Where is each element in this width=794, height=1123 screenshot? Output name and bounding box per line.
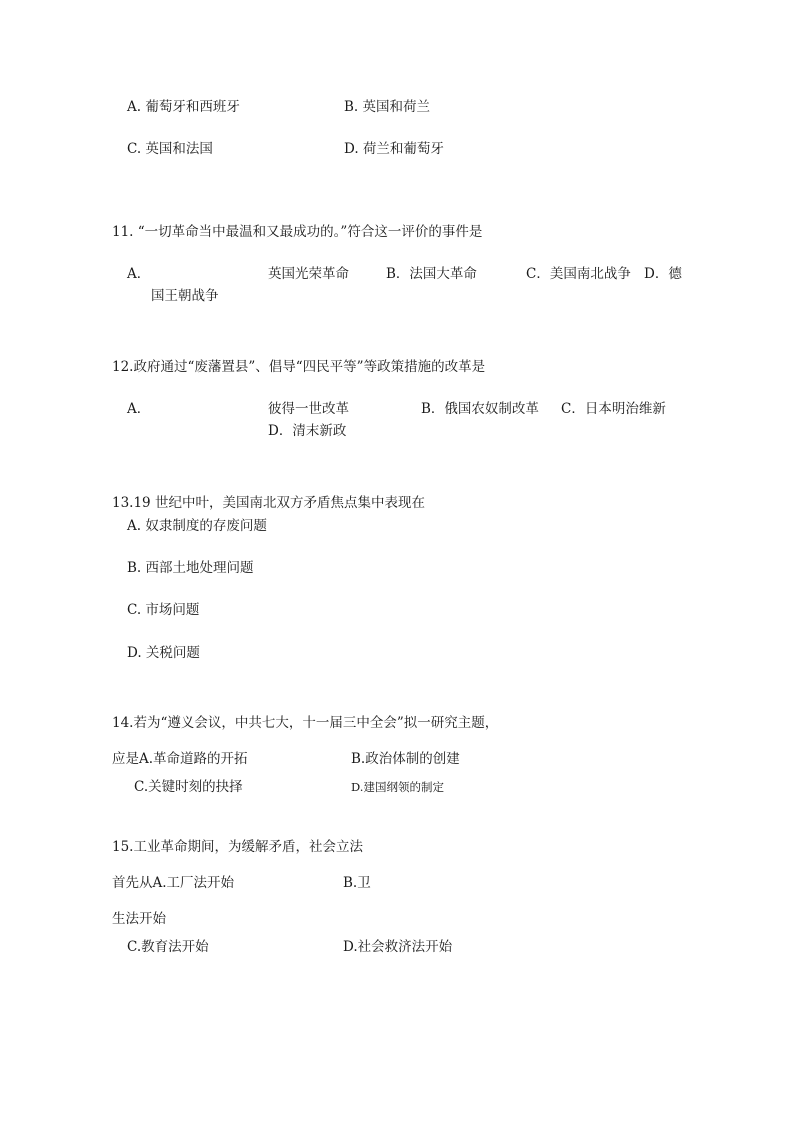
q10-option-a: A. 葡萄牙和西班牙 [127,99,240,115]
q11-option-c: C．美国南北战争 [526,266,631,282]
q15-option-a: 首先从A.工厂法开始 [112,875,235,891]
q11-stem: 11. “一切革命当中最温和又最成功的。”符合这一评价的事件是 [112,224,483,240]
q12-option-b: B．俄国农奴制改革 [421,401,539,417]
q12-option-a-text: 彼得一世改革 [268,401,349,417]
q14-option-d: D.建国纲领的制定 [351,780,444,794]
q12-option-d: D．清末新政 [268,423,347,439]
q15-option-d: D.社会救济法开始 [343,939,453,955]
q13-option-d: D. 关税问题 [127,645,200,661]
q14-stem: 14.若为“遵义会议，中共七大，十一届三中全会”拟一研究主题， [112,715,499,731]
q15-option-b-start: B.卫 [343,875,371,891]
q11-option-a-letter: A． [127,266,151,282]
q13-option-b: B. 西部土地处理问题 [127,560,254,576]
q14-option-b: B.政治体制的创建 [351,751,460,767]
q11-option-d-start: D．德 [644,266,682,282]
q13-option-c: C. 市场问题 [127,602,200,618]
q10-option-c: C. 英国和法国 [127,141,213,157]
q10-option-d: D. 荷兰和葡萄牙 [344,141,444,157]
q11-option-b: B．法国大革命 [386,266,477,282]
q12-option-a-letter: A． [127,401,151,417]
q15-option-c: C.教育法开始 [127,939,209,955]
q14-option-a: 应是A.革命道路的开拓 [112,751,248,767]
q11-option-d-end: 国王朝战争 [151,288,219,304]
q15-option-b-end: 生法开始 [112,911,166,927]
q11-option-a-text: 英国光荣革命 [268,266,349,282]
q15-stem: 15.工业革命期间，为缓解矛盾，社会立法 [112,839,363,855]
q13-stem: 13.19 世纪中叶，美国南北双方矛盾焦点集中表现在 [112,495,425,511]
q10-option-b: B. 英国和荷兰 [344,99,431,115]
q12-stem: 12.政府通过“废藩置县”、倡导“四民平等”等政策措施的改革是 [112,359,486,375]
q12-option-c: C．日本明治维新 [561,401,666,417]
q14-option-c: C.关键时刻的抉择 [134,779,243,795]
q13-option-a: A. 奴隶制度的存废问题 [127,518,267,534]
